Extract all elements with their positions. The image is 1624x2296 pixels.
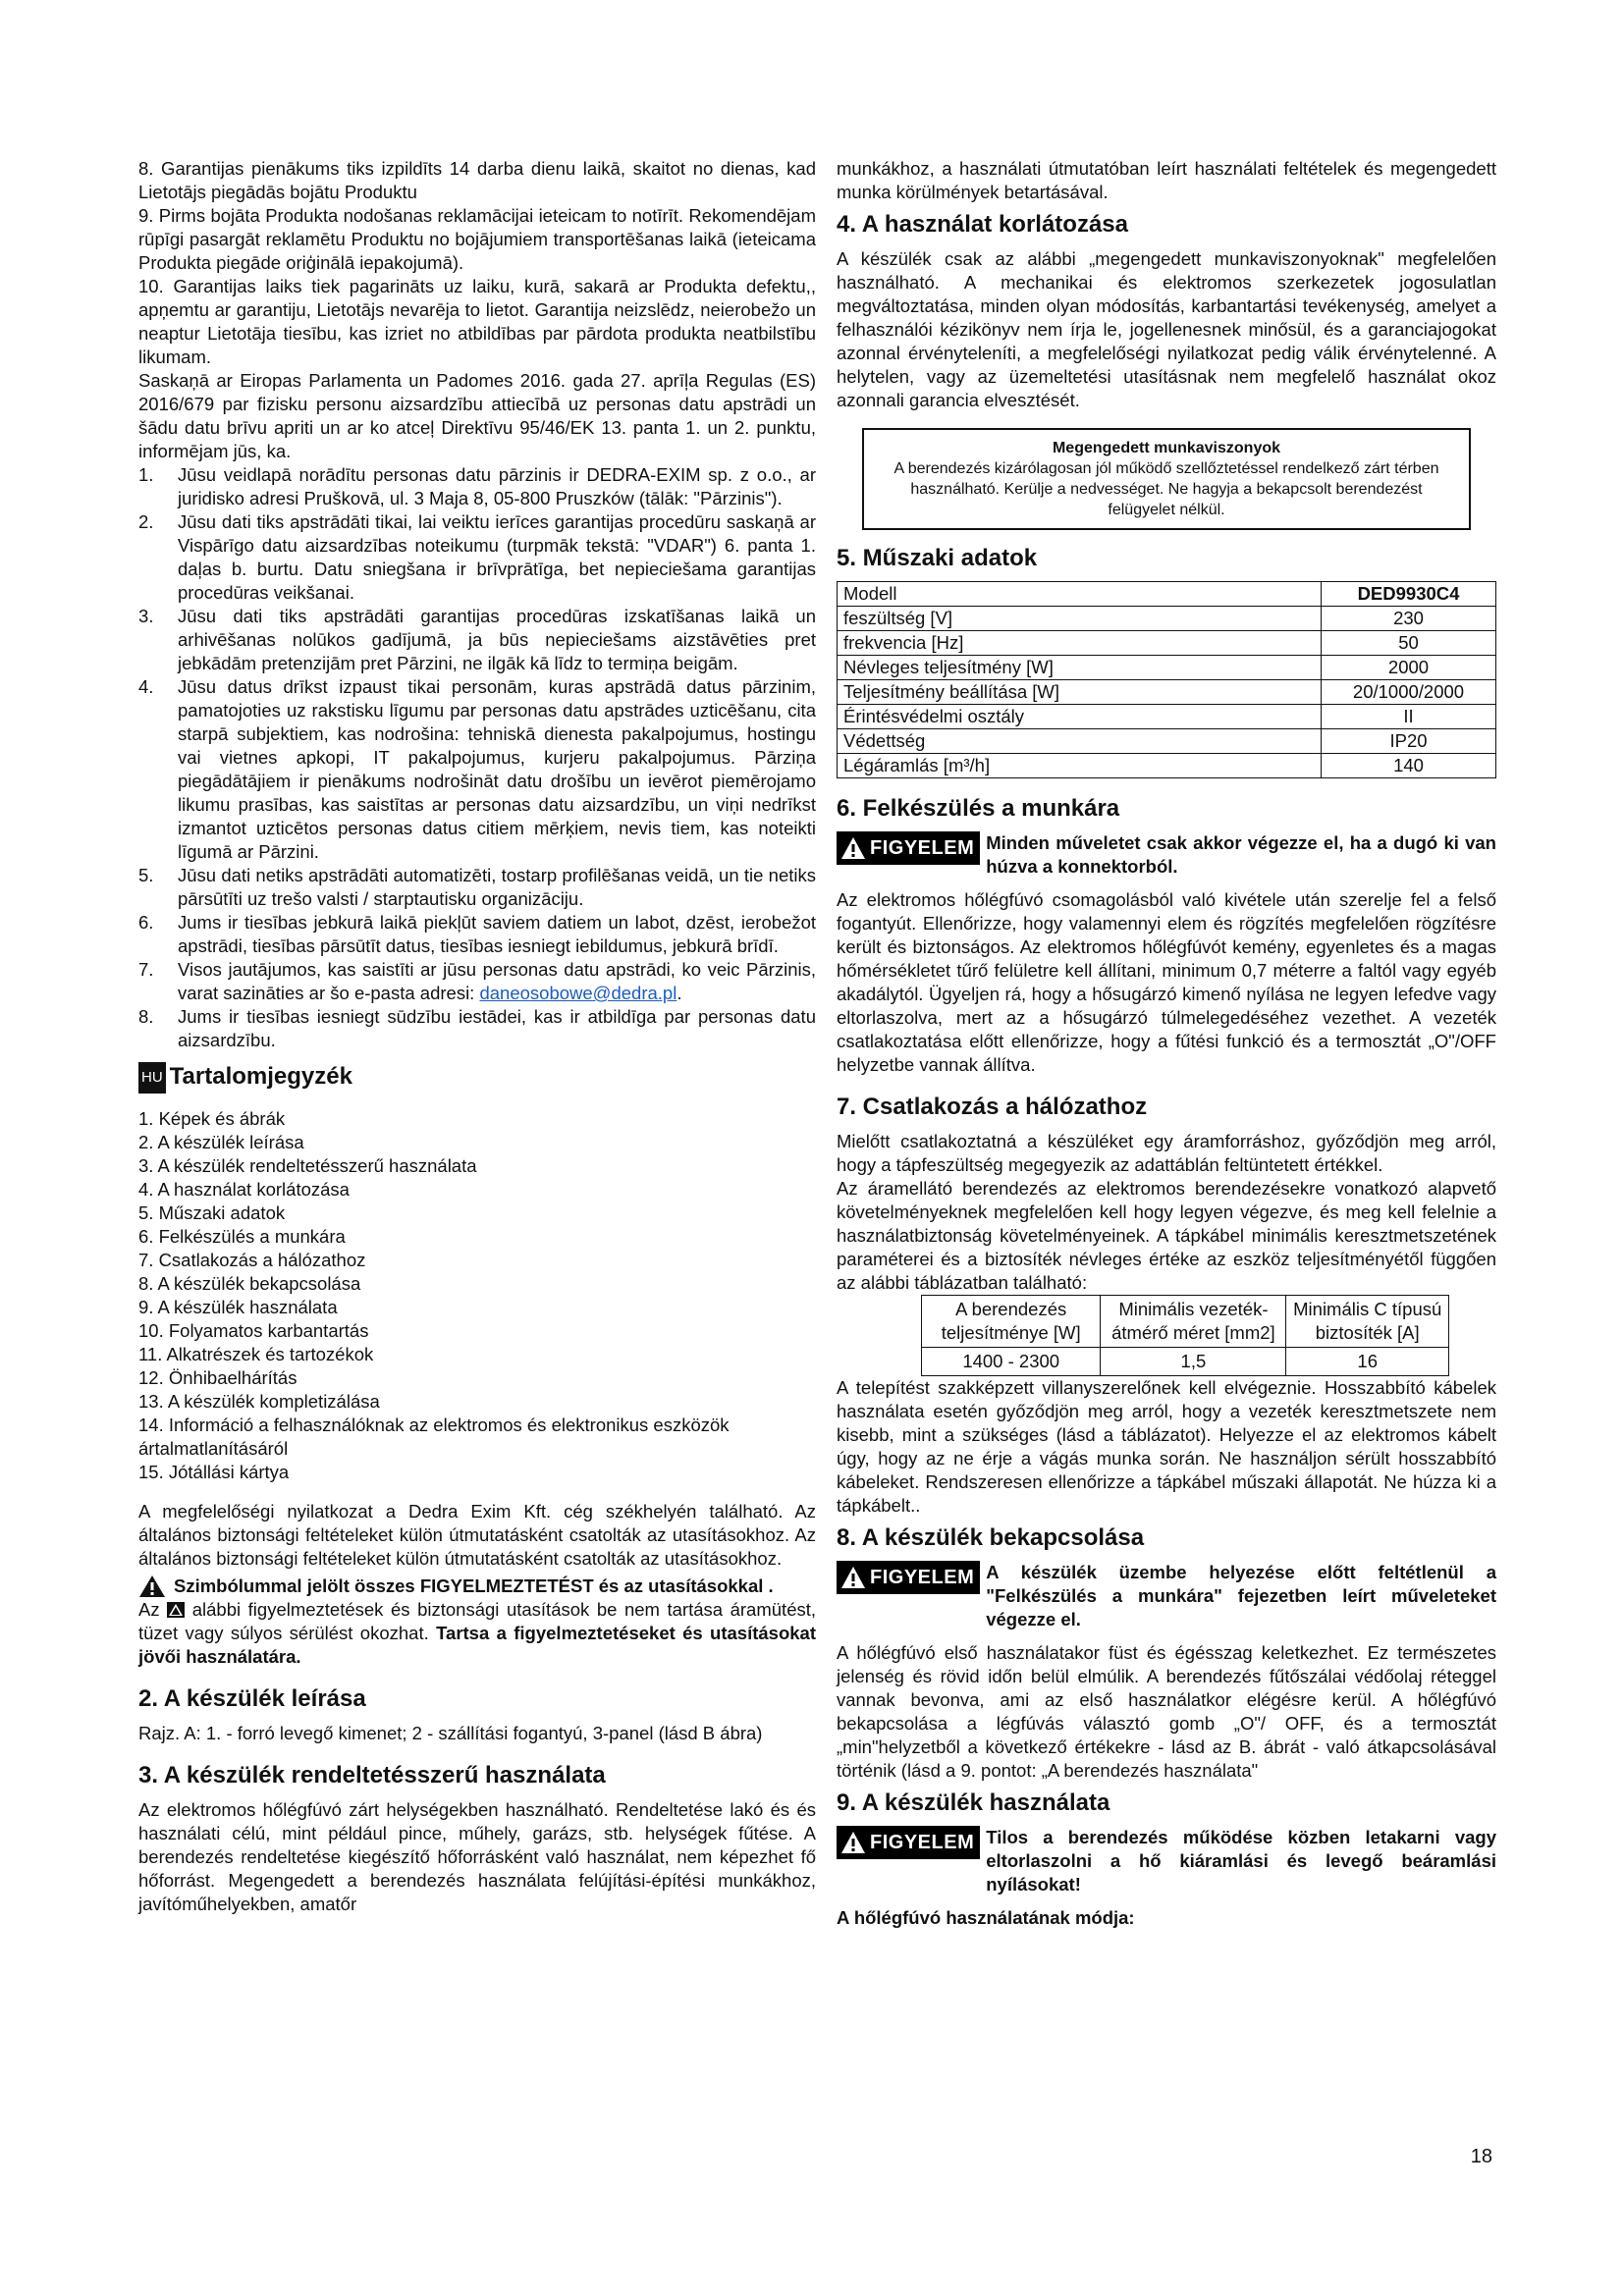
symbol-warning-text: Az alábbi figyelmeztetések és biztonsági utasítások be nem tartása áramütést, tüzet vagy súlyos sérülést okozhat. Tartsa a figyelmeztetéseket és utasításokat jövői használatára. [138,1599,817,1667]
cable-table [921,1295,1449,1376]
email-link[interactable]: daneosobowe@dedra.pl [479,983,677,1003]
description-text: Rajz. A: 1. - forró levegő kimenet; 2 - szállítási fogantyú, 3-panel (lásd B ábra) [138,1723,763,1743]
switch-on-text: A hőlégfúvó első használatakor füst és égésszag keletkezhet. Ez természetes jelenség és rövid időn belül elmúlik. A berendezés fűtőszálai védőolaj réteggel vannak bevonva, ami az első használatkor elégésre kerül. A hőlégfúvó bekapcsolása a légfúvás választó gomb „O"/ OFF, és a termosztát „min"helyzetből a következő értékekre - lásd az B. ábrát - való átkapcsolásával történik (lásd a 9. pontot: „A berendezés használata" [837,1642,1496,1781]
toc-item: 5. Műszaki adatok [138,1202,286,1223]
section-4-heading: 4. A használat korlátozása [837,211,1128,238]
gdpr-item: 3. Jūsu dati tiks apstrādāti garantijas procedūras izskatīšanas laikā un arhivēšanas nolūkos gadījumā, ja būs nepieciešams aizstāvēties pret jebkādām pretenzijām pret Pārzini, ne ilgāk kā līdz to termiņa beigām. [138,606,816,673]
left-column [138,157,816,1916]
warning-block [837,831,1496,879]
section-7-heading: 7. Csatlakozás a hálózathoz [837,1094,1148,1120]
gdpr-item: 8. Jums ir tiesības iesniegt sūdzību iestādei, kas ir atbildīga par personas datu aizsardzību. [138,1006,816,1050]
toc-item: 2. A készülék leírása [138,1132,304,1152]
toc-item: 1. Képek és ábrák [138,1108,286,1129]
toc-item: 15. Jótállási kártya [138,1462,290,1482]
table-row: A berendezés teljesítménye [W] Minimális vezeték-átmérő méret [mm2] Minimális C típusú biztosíték [A] [922,1296,1449,1348]
toc-item: 3. A készülék rendeltetésszerű használata [138,1155,477,1176]
gdpr-item: 2. Jūsu dati tiks apstrādāti tikai, lai veiktu ierīces garantijas procedūru saskaņā ar Vispārīgo datu aizsardzības noteikumu (turpmāk tekstā: "VDAR") 6. panta 1. daļas b. burtu. Datu sniegšana ir brīvprātīga, bet nepieciešama garantijas procedūras veikšanai. [138,511,816,603]
toc-list [138,1107,816,1484]
toc-item: 14. Információ a felhasználóknak az elektromos és elektronikus eszközök ártalmatlanításáról [138,1415,730,1459]
warning-triangle-icon [840,836,866,860]
toc-item: 6. Felkészülés a munkára [138,1226,346,1247]
toc-item: 11. Alkatrészek és tartozékok [138,1344,374,1364]
toc-item: 9. A készülék használata [138,1297,338,1317]
intended-use-text: Az elektromos hőlégfúvó zárt helységekben használható. Rendeltetése lakó és és használati célú, mint például pince, műhely, garázs, stb. helységek fűtése. A berendezés rendeltetése kiegészítő hőforrásként való használat, nem képezhet fő hőforrást. Megengedett a berendezés használata felújítási-építési munkákhoz, javítóműhelyekben, amatőr [138,1799,816,1914]
gdpr-item: 1. Jūsu veidlapā norādītu personas datu pārzinis ir DEDRA-EXIM sp. z o.o., ar juridisko adresi Pruškovā, ul. 3 Maja 8, 05-800 Pruszków (tālāk: "Pārzinis"). [138,464,816,508]
warranty-para-9: 9. Pirms bojāta Produkta nodošanas reklamācijai ieteicam to notīrīt. Rekomendējam rūpīgi pasargāt reklamētu Produktu no bojājumiem transportēšanas laikā (ieteicama Produkta piegāde oriģinālā iepakojumā). [138,205,816,273]
connection-text-2: Az áramellátó berendezés az elektromos berendezésekre vonatkozó alapvető követelményeknek megfelelően kell hogy legyen végezve, és meg kell felelnie a használatbiztonság követelményeinek. A tápkábel minimális keresztmetszetének paraméterei és a biztosíték névleges értéke az eszköz teljesítményétől függően az alábbi táblázatban található: [837,1178,1496,1293]
warning-small-icon [167,1602,185,1618]
gdpr-intro: Saskaņā ar Eiropas Parlamenta un Padomes 2016. gada 27. aprīļa Regulas (ES) 2016/679 par fizisku personu aizsardzību attiecībā uz personas datu apstrādi un šādu datu brīvu apriti un ar ko atceļ Direktīvu 95/46/EK 13. panta 1. un 2. punktu, informējam jūs, ka. [138,370,816,461]
toc-item: 12. Önhibaelhárítás [138,1367,298,1388]
table-row: Légáramlás [m³/h] 140 [838,754,1496,778]
section-8-heading: 8. A készülék bekapcsolása [837,1524,1145,1551]
warranty-para-8: 8. Garantijas pienākums tiks izpildīts 14 darba dienu laikā, skaitot no dienas, kad Lietotājs piegādās bojātu Produktu [138,158,816,202]
warning-block [837,1826,1496,1896]
warning-text: Minden műveletet csak akkor végezze el, ha a dugó ki van húzva a konnektorból. [986,832,1496,877]
gdpr-item: 6. Jums ir tiesības jebkurā laikā piekļūt saviem datiem un labot, dzēst, ierobežot apstrādi, tiesības pārsūtīt datus, tiesības iesniegt iebildumus, jebkurā brīdī. [138,912,816,956]
figyelem-badge: FIGYELEM [837,1561,980,1594]
table-row: Védettség IP20 [838,729,1496,754]
figyelem-badge: FIGYELEM [837,831,980,865]
gdpr-item: 4. Jūsu datus drīkst izpaust tikai personām, kuras apstrādā datus pārzinim, pamatojoties uz rakstisku līgumu par personas datu apstrādes uzticēšanu, cita starpā subjektiem, kas nodrošina: tehniskā dienesta pakalpojumus, hostingu vai vietnes apkopi, IT pakalpojumus, kurjeru pakalpojumus. Pārziņa piegādātājiem ir pienākums nodrošināt datu drošību un ievērot piemērojamo likumu prasības, kas saistītas ar personas datu aizsardzību, un viņi nedrīkst izmantot uzticētos personas datus citiem mērķiem, nevis tiem, kas noteikti līgumā ar Pārzini. [138,676,816,862]
table-row: Modell DED9930C4 [838,582,1496,607]
warning-text: Tilos a berendezés működése közben letakarni vagy eltorlaszolni a hő kiáramlási és levegő beáramlási nyílásokat! [986,1827,1496,1895]
warning-triangle-icon [840,1831,866,1854]
section-5-heading: 5. Műszaki adatok [837,545,1038,571]
limitation-text: A készülék csak az alábbi „megengedett munkaviszonyoknak" megfelelően használható. A mechanikai és elektromos szerkezetek jogosulatlan megváltoztatása, minden olyan módosítás, karbantartási tevékenység, amelyet a felhasználói kézikönyv nem írja le, jogellenesnek minősül, és a garanciajogokat azonnal érvényteleníti, a megfelelőségi nyilatkozat pedig válik érvénytelenné. A helytelen, vagy az üzemeltetési utasításnak nem megfelelő használat okoz azonnali garancia elvesztését. [837,248,1496,410]
table-row: frekvencia [Hz] 50 [838,631,1496,656]
section-9-heading: 9. A készülék használata [837,1789,1110,1816]
symbol-warning [138,1575,816,1598]
table-row: feszültség [V] 230 [838,607,1496,631]
warning-triangle-icon [138,1575,166,1598]
toc-item: 10. Folyamatos karbantartás [138,1320,369,1341]
toc-item: 13. A készülék kompletizálása [138,1391,380,1412]
gdpr-item: 7. Visos jautājumos, kas saistīti ar jūsu personas datu apstrādi, ko veic Pārzinis, varat sazināties ar šo e-pasta adresi: daneosobowe@dedra.pl. [138,959,816,1003]
toc-item: 4. A használat korlátozása [138,1179,350,1200]
section-2-heading: 2. A készülék leírása [138,1685,366,1712]
warning-triangle-icon [840,1566,866,1589]
gdpr-item: 5. Jūsu dati netiks apstrādāti automatizēti, tostarp profilēšanas veidā, un tie netiks pārsūtīti uz trešo valsti / starptautisku organizāciju. [138,865,816,909]
spec-table [837,581,1496,778]
toc-heading: HU Tartalomjegyzék [138,1062,816,1094]
preparation-text: Az elektromos hőlégfúvó csomagolásból való kivétele után szerelje fel a felső fogantyút. Ellenőrizze, hogy valamennyi elem és rögzítés megfelelően rögzítésre került és biztonságos. Az elektromos hőlégfúvót kemény, egyenletes és a magas hőmérsékletet tűrő felületre kell állítani, minimum 0,7 méterre a faltól vagy egyéb akadálytól. Ügyeljen rá, hogy a hősugárzó kimenő nyílása ne legyen lefedve vagy eltorlaszolva, mert az a hősugárzó túlmelegedéséhez vezethet. A vezeték csatlakoztatása előtt ellenőrizze, hogy a fűtési funkció és a termosztát „O"/OFF helyzetbe vannak állítva. [837,889,1496,1075]
table-row: 1400 - 2300 1,5 16 [922,1348,1449,1376]
table-row: Teljesítmény beállítása [W] 20/1000/2000 [838,680,1496,705]
section-3-heading: 3. A készülék rendeltetésszerű használata [138,1762,606,1789]
toc-item: 8. A készülék bekapcsolása [138,1273,361,1294]
warning-block [837,1561,1496,1631]
permitted-conditions-title: Megengedett munkaviszonyok [1052,440,1281,456]
connection-text-3: A telepítést szakképzett villanyszerelőnek kell elvégeznie. Hosszabbító kábelek használata esetén győződjön meg arról, hogy a vezeték keresztmetszete nem kisebb, mint a szükséges (lásd a táblázatot). Helyezze el az elektromos kábelt úgy, hogy az ne érje a vágás munka során. Ne használjon sérült hosszabbító kábeleket. Rendszeresen ellenőrizze a tápkábel műszaki állapotát. Ne húzza ki a tápkábelt.. [837,1377,1496,1516]
conformity-text: A megfelelőségi nyilatkozat a Dedra Exim Kft. cég székhelyén található. Az általános biztonsági feltételeket külön útmutatásként csatolták az utasításokhoz. Az általános biztonsági feltételeket külön útmutatásként csatolták az utasításokhoz. [138,1501,816,1569]
permitted-conditions-box [862,428,1471,530]
intended-use-continued: munkákhoz, a használati útmutatóban leírt használati feltételek és megengedett munka körülmények betartásával. [837,158,1496,202]
table-row: Érintésvédelmi osztály II [838,705,1496,729]
section-6-heading: 6. Felkészülés a munkára [837,795,1120,822]
permitted-conditions-text: A berendezés kizárólagosan jól működő szellőztetéssel rendelkező zárt térben használható. Kerülje a nedvességet. Ne hagyja a bekapcsolt berendezést felügyelet nélkül. [893,460,1439,518]
language-badge: HU [138,1062,166,1094]
page-number: 18 [1470,2146,1492,2167]
table-row: Névleges teljesítmény [W] 2000 [838,656,1496,680]
right-column [837,157,1496,1930]
figyelem-badge: FIGYELEM [837,1826,980,1859]
warranty-para-10: 10. Garantijas laiks tiek pagarināts uz laiku, kurā, sakarā ar Produkta defektu,, apņemtu ar garantiju, Lietotājs nevarēja to lietot. Garantija neizslēdz, neierobežo un neaptur Lietotāja tiesību, kas izriet no atbildības par pārdota produkta neatbilstību likumam. [138,276,816,367]
usage-mode-label: A hőlégfúvó használatának módja: [837,1907,1135,1928]
connection-text-1: Mielőtt csatlakoztatná a készüléket egy áramforráshoz, győződjön meg arról, hogy a tápfeszültség megegyezik az adattáblán feltüntetett értékkel. [837,1131,1496,1175]
toc-item: 7. Csatlakozás a hálózathoz [138,1250,366,1270]
symbol-warning-title: Szimbólummal jelölt összes FIGYELMEZTETÉST és az utasításokkal . [174,1575,774,1596]
gdpr-list [138,463,816,1052]
warning-text: A készülék üzembe helyezése előtt feltétlenül a "Felkészülés a munkára" fejezetben leírt műveleteket végezze el. [986,1562,1496,1629]
